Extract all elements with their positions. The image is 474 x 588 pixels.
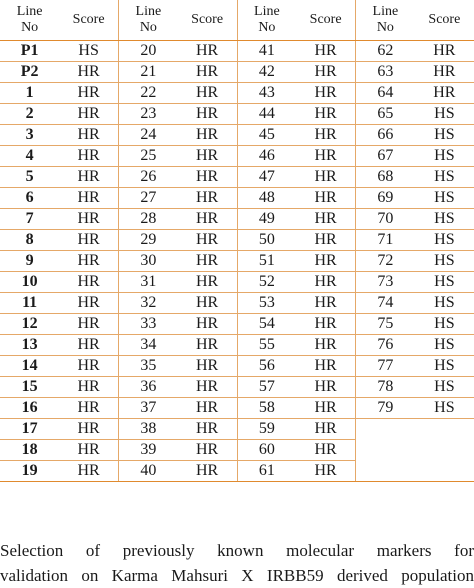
line-no-cell: 12 [0,314,59,335]
score-cell: HS [415,209,474,230]
line-no-cell: 24 [119,125,178,146]
table-row [0,377,474,398]
table-row [0,41,474,62]
line-no-cell: 5 [0,167,59,188]
score-cell: HS [415,167,474,188]
header-line-no: Line No [0,0,59,41]
line-no-cell: 56 [237,356,296,377]
score-cell: HR [296,104,355,125]
score-cell: HS [59,41,118,62]
header-line-no: Line No [356,0,415,41]
score-cell: HS [415,377,474,398]
score-cell: HR [296,419,355,440]
score-cell: HR [178,419,237,440]
score-cell: HS [415,335,474,356]
line-no-cell: 58 [237,398,296,419]
score-cell: HS [415,125,474,146]
line-no-cell: 8 [0,230,59,251]
score-cell [415,440,474,461]
line-no-cell: 43 [237,83,296,104]
table-row [0,104,474,125]
header-score: Score [415,0,474,41]
line-no-cell: 41 [237,41,296,62]
line-no-cell: 71 [356,230,415,251]
score-cell: HR [59,419,118,440]
score-cell: HR [296,62,355,83]
line-no-cell: 45 [237,125,296,146]
score-cell: HR [178,104,237,125]
score-cell: HR [59,251,118,272]
line-no-cell: 40 [119,461,178,482]
score-cell: HR [59,335,118,356]
score-cell: HR [296,209,355,230]
line-no-cell: 59 [237,419,296,440]
line-no-cell [356,461,415,482]
line-no-cell: 65 [356,104,415,125]
score-cell: HS [415,188,474,209]
table-row [0,398,474,419]
line-no-cell: 50 [237,230,296,251]
table-row [0,335,474,356]
line-no-cell: 69 [356,188,415,209]
line-no-cell: 20 [119,41,178,62]
line-no-cell: 29 [119,230,178,251]
table-row [0,209,474,230]
table-row [0,146,474,167]
score-cell: HR [178,314,237,335]
table-caption [0,538,474,588]
score-cell: HR [178,209,237,230]
table-row [0,83,474,104]
score-cell: HR [178,62,237,83]
score-cell: HR [59,356,118,377]
line-no-cell: 1 [0,83,59,104]
table-row [0,272,474,293]
table-row [0,356,474,377]
line-no-cell: 46 [237,146,296,167]
header-line-no: Line No [119,0,178,41]
line-no-cell: 62 [356,41,415,62]
line-no-cell: 30 [119,251,178,272]
score-cell: HR [415,62,474,83]
line-no-cell: 36 [119,377,178,398]
score-cell: HR [178,293,237,314]
line-no-cell: 51 [237,251,296,272]
header-score: Score [59,0,118,41]
line-no-cell: 79 [356,398,415,419]
line-no-cell: 25 [119,146,178,167]
score-cell: HR [296,272,355,293]
score-cell: HS [415,293,474,314]
score-cell: HR [296,356,355,377]
caption-line-2: validation on Karma Mahsuri X IRBB59 derived population [0,566,474,585]
line-no-cell: 23 [119,104,178,125]
score-cell: HR [178,230,237,251]
score-cell: HR [59,230,118,251]
line-no-cell: 52 [237,272,296,293]
line-no-cell: 2 [0,104,59,125]
table-row [0,62,474,83]
line-no-cell: 6 [0,188,59,209]
line-no-cell: 33 [119,314,178,335]
line-no-cell: 66 [356,125,415,146]
line-no-cell: 14 [0,356,59,377]
score-cell [415,461,474,482]
score-cell: HR [415,41,474,62]
score-cell: HR [296,293,355,314]
line-no-cell: 78 [356,377,415,398]
line-no-cell: 16 [0,398,59,419]
score-cell: HS [415,314,474,335]
table-row [0,419,474,440]
line-no-cell: 22 [119,83,178,104]
score-cell: HR [296,188,355,209]
score-cell: HR [59,209,118,230]
line-no-cell: 31 [119,272,178,293]
line-no-cell: 38 [119,419,178,440]
score-cell: HR [178,461,237,482]
score-cell: HR [296,314,355,335]
line-no-cell: 64 [356,83,415,104]
line-no-cell: 72 [356,251,415,272]
score-cell: HR [296,335,355,356]
line-no-cell: 47 [237,167,296,188]
score-cell: HR [296,83,355,104]
table-row [0,188,474,209]
score-cell: HR [296,167,355,188]
score-cell: HR [59,104,118,125]
score-cell: HR [178,377,237,398]
line-no-cell: 76 [356,335,415,356]
score-cell: HR [59,293,118,314]
score-cell: HR [178,167,237,188]
score-cell: HS [415,398,474,419]
score-cell: HR [59,83,118,104]
line-no-cell: 55 [237,335,296,356]
line-no-cell: 15 [0,377,59,398]
score-cell: HR [178,398,237,419]
score-cell: HR [178,41,237,62]
line-no-cell: 37 [119,398,178,419]
line-no-cell: 32 [119,293,178,314]
score-cell: HR [296,41,355,62]
line-no-cell: 53 [237,293,296,314]
header-score: Score [296,0,355,41]
line-no-cell: 61 [237,461,296,482]
table-row [0,293,474,314]
score-cell: HR [296,377,355,398]
line-no-cell: 13 [0,335,59,356]
line-no-cell: 7 [0,209,59,230]
line-no-cell: 70 [356,209,415,230]
score-cell: HS [415,230,474,251]
score-cell: HS [415,356,474,377]
score-cell: HR [59,167,118,188]
score-cell: HR [178,251,237,272]
line-no-cell: 26 [119,167,178,188]
table-row [0,125,474,146]
line-no-cell: 28 [119,209,178,230]
header-line-no: Line No [237,0,296,41]
score-cell: HR [178,356,237,377]
score-cell [415,419,474,440]
line-no-cell: 39 [119,440,178,461]
score-cell: HR [296,398,355,419]
table-row [0,461,474,482]
line-no-cell: 48 [237,188,296,209]
score-cell: HR [178,125,237,146]
score-cell: HR [59,398,118,419]
caption-line-1: Selection of previously known molecular markers for [0,541,474,560]
line-no-cell: 11 [0,293,59,314]
line-no-cell [356,440,415,461]
header-row [0,0,474,41]
line-no-cell: 18 [0,440,59,461]
line-no-cell: 49 [237,209,296,230]
line-no-cell: 67 [356,146,415,167]
line-no-cell: 42 [237,62,296,83]
score-cell: HR [59,62,118,83]
line-no-cell: P2 [0,62,59,83]
line-no-cell: 68 [356,167,415,188]
score-cell: HR [178,83,237,104]
score-cell: HS [415,272,474,293]
score-cell: HR [59,188,118,209]
line-no-cell: 19 [0,461,59,482]
line-no-cell: 17 [0,419,59,440]
table-row [0,314,474,335]
line-no-cell: 57 [237,377,296,398]
score-cell: HR [59,314,118,335]
line-no-cell: 54 [237,314,296,335]
header-score: Score [178,0,237,41]
line-no-cell: 34 [119,335,178,356]
line-no-cell: 77 [356,356,415,377]
score-cell: HS [415,146,474,167]
line-no-cell: 73 [356,272,415,293]
score-cell: HR [59,461,118,482]
line-no-cell: 10 [0,272,59,293]
line-no-cell: 63 [356,62,415,83]
score-cell: HR [178,335,237,356]
score-cell: HR [178,272,237,293]
score-cell: HR [59,146,118,167]
score-cell: HS [415,251,474,272]
score-cell: HR [296,251,355,272]
score-cell: HR [296,440,355,461]
line-no-cell: 9 [0,251,59,272]
line-no-cell: 74 [356,293,415,314]
table-body [0,41,474,482]
line-no-cell: 3 [0,125,59,146]
table-row [0,230,474,251]
line-no-cell: P1 [0,41,59,62]
line-no-cell [356,419,415,440]
score-cell: HR [178,188,237,209]
table-row [0,440,474,461]
line-no-cell: 35 [119,356,178,377]
table-row [0,251,474,272]
line-no-cell: 21 [119,62,178,83]
line-no-cell: 60 [237,440,296,461]
score-cell: HR [59,440,118,461]
score-cell: HR [296,230,355,251]
score-cell: HR [59,377,118,398]
score-cell: HS [415,104,474,125]
score-cell: HR [296,146,355,167]
score-cell: HR [296,125,355,146]
line-no-cell: 27 [119,188,178,209]
score-cell: HR [178,146,237,167]
score-cell: HR [178,440,237,461]
score-cell: HR [415,83,474,104]
table-row [0,167,474,188]
score-cell: HR [296,461,355,482]
line-no-cell: 4 [0,146,59,167]
line-no-cell: 44 [237,104,296,125]
score-cell: HR [59,272,118,293]
line-no-cell: 75 [356,314,415,335]
score-cell: HR [59,125,118,146]
